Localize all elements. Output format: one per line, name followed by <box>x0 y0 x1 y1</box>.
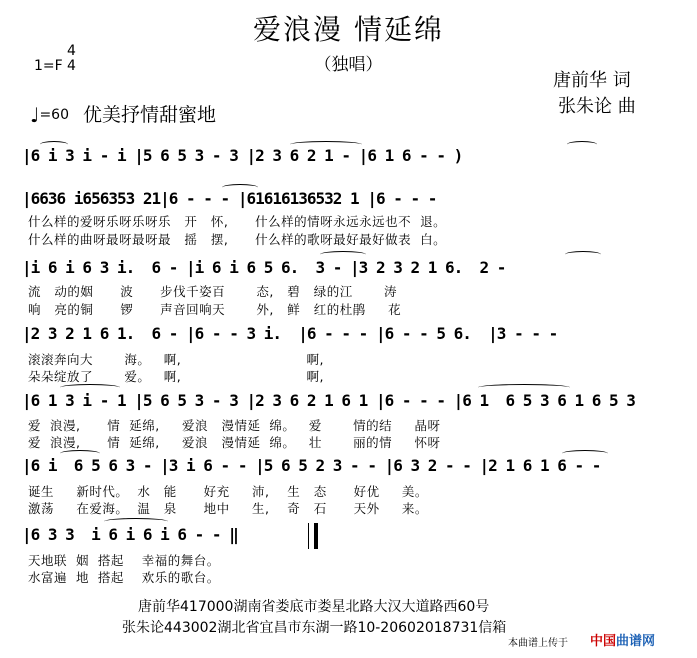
expression-marking: 优美抒情甜蜜地 <box>83 104 217 126</box>
composer-contact: 张朱论443002湖北省宜昌市东湖一路10-20602018731信箱 <box>122 620 507 636</box>
score-line-3-music: |i 6 i 6 3 i. 6 - |i 6 i 6 5 6. 3 - |3 2 3 2 1 6. 2 - <box>22 258 506 277</box>
score-line-7-lyrics-verse-2: 水富遍 地 搭起 欢乐的歌台。 <box>28 570 220 585</box>
composer-credit: 张朱论 曲 <box>558 96 636 117</box>
score-line-6-lyrics-verse-2: 激荡 在爱海。 温 泉 地中 生, 奇 石 天外 来。 <box>28 501 428 516</box>
slur-mark <box>40 141 68 148</box>
lyricist-credit: 唐前华 词 <box>553 70 631 91</box>
slur-mark <box>567 141 597 148</box>
slur-mark <box>562 450 608 457</box>
slur-mark <box>60 450 100 457</box>
slur-mark <box>565 251 601 258</box>
score-line-2-lyrics-verse-1: 什么样的爱呀乐呀乐呀乐 开 怀, 什么样的情呀永远永远也不 退。 <box>28 214 447 229</box>
score-line-1-music: |6 i 3 i - i |5 6 5 3 - 3 |2 3 6 2 1 - |6 1 6 - - ) <box>22 146 463 165</box>
final-barline-thick <box>314 523 318 549</box>
song-subtitle: （独唱） <box>314 55 383 75</box>
quarter-note-icon: ♩ <box>30 103 40 127</box>
score-line-4-music: |2 3 2 1 6 1. 6 - |6 - - 3 i. |6 - - - |6 - - 5 6. |3 - - - <box>22 324 558 343</box>
slur-mark <box>60 384 120 391</box>
slur-mark <box>290 141 362 148</box>
slur-mark <box>320 251 366 258</box>
score-line-7-lyrics-verse-1: 天地联 姻 搭起 幸福的舞台。 <box>28 553 220 568</box>
score-line-2-music: |6636 i656353 21|6 - - - |61616136532 1 |6 - - - <box>22 189 437 208</box>
time-signature-top: 4 <box>67 43 76 59</box>
tempo-value: =60 <box>39 107 69 123</box>
score-line-4-lyrics-verse-1: 滚滚奔向大 海。 啊, 啊, <box>28 352 324 367</box>
score-line-3-lyrics-verse-2: 响 亮的铜 锣 声音回响天 外, 鲜 红的杜鹃 花 <box>28 302 402 317</box>
score-line-3-lyrics-verse-1: 流 动的姻 波 步伐千姿百 态, 碧 绿的江 涛 <box>28 284 398 299</box>
score-line-5-lyrics-verse-2: 爱 浪漫, 情 延绵, 爱浪 漫情延 绵。 壮 丽的情 怀呀 <box>28 435 441 450</box>
score-line-4-lyrics-verse-2: 朵朵绽放了 爱。 啊, 啊, <box>28 369 324 384</box>
score-line-6-music: |6 i 6 5 6 3 - |3 i 6 - - |5 6 5 2 3 - - |6 3 2 - - |2 1 6 1 6 - - <box>22 456 601 475</box>
tempo-marking <box>30 103 69 127</box>
lyricist-contact: 唐前华417000湖南省娄底市娄星北路大汉大道路西60号 <box>138 599 490 615</box>
time-signature-bottom: 4 <box>67 58 76 74</box>
score-line-6-lyrics-verse-1: 诞生 新时代。 水 能 好充 沛, 生 态 好优 美。 <box>28 484 428 499</box>
key-signature: 1=F <box>34 58 63 74</box>
site-logo-part-1: 中国 <box>590 634 617 649</box>
song-title: 爱浪漫 情延绵 <box>253 13 444 46</box>
score-line-5-music: |6 1 3 i - 1 |5 6 5 3 - 3 |2 3 6 2 1 6 1 |6 - - - |6 1 6 5 3 6 1 6 5 3 <box>22 391 635 410</box>
score-line-2-lyrics-verse-2: 什么样的曲呀最呀最呀最 摇 摆, 什么样的歌呀最好最好做表 白。 <box>28 232 447 247</box>
final-barline-thin <box>308 523 309 549</box>
time-signature <box>67 44 76 74</box>
slur-mark <box>222 184 258 191</box>
slur-mark <box>478 384 570 391</box>
score-line-7-music: |6 3 3 i 6 i 6 i 6 - - ‖ <box>22 525 238 544</box>
upload-label: 本曲谱上传于 <box>508 638 568 649</box>
slur-mark <box>104 518 168 525</box>
score-line-5-lyrics-verse-1: 爱 浪漫, 情 延绵, 爱浪 漫情延 绵。 爱 情的结 晶呀 <box>28 418 441 433</box>
site-logo-part-2: 曲谱网 <box>616 634 656 649</box>
site-logo <box>590 630 655 649</box>
